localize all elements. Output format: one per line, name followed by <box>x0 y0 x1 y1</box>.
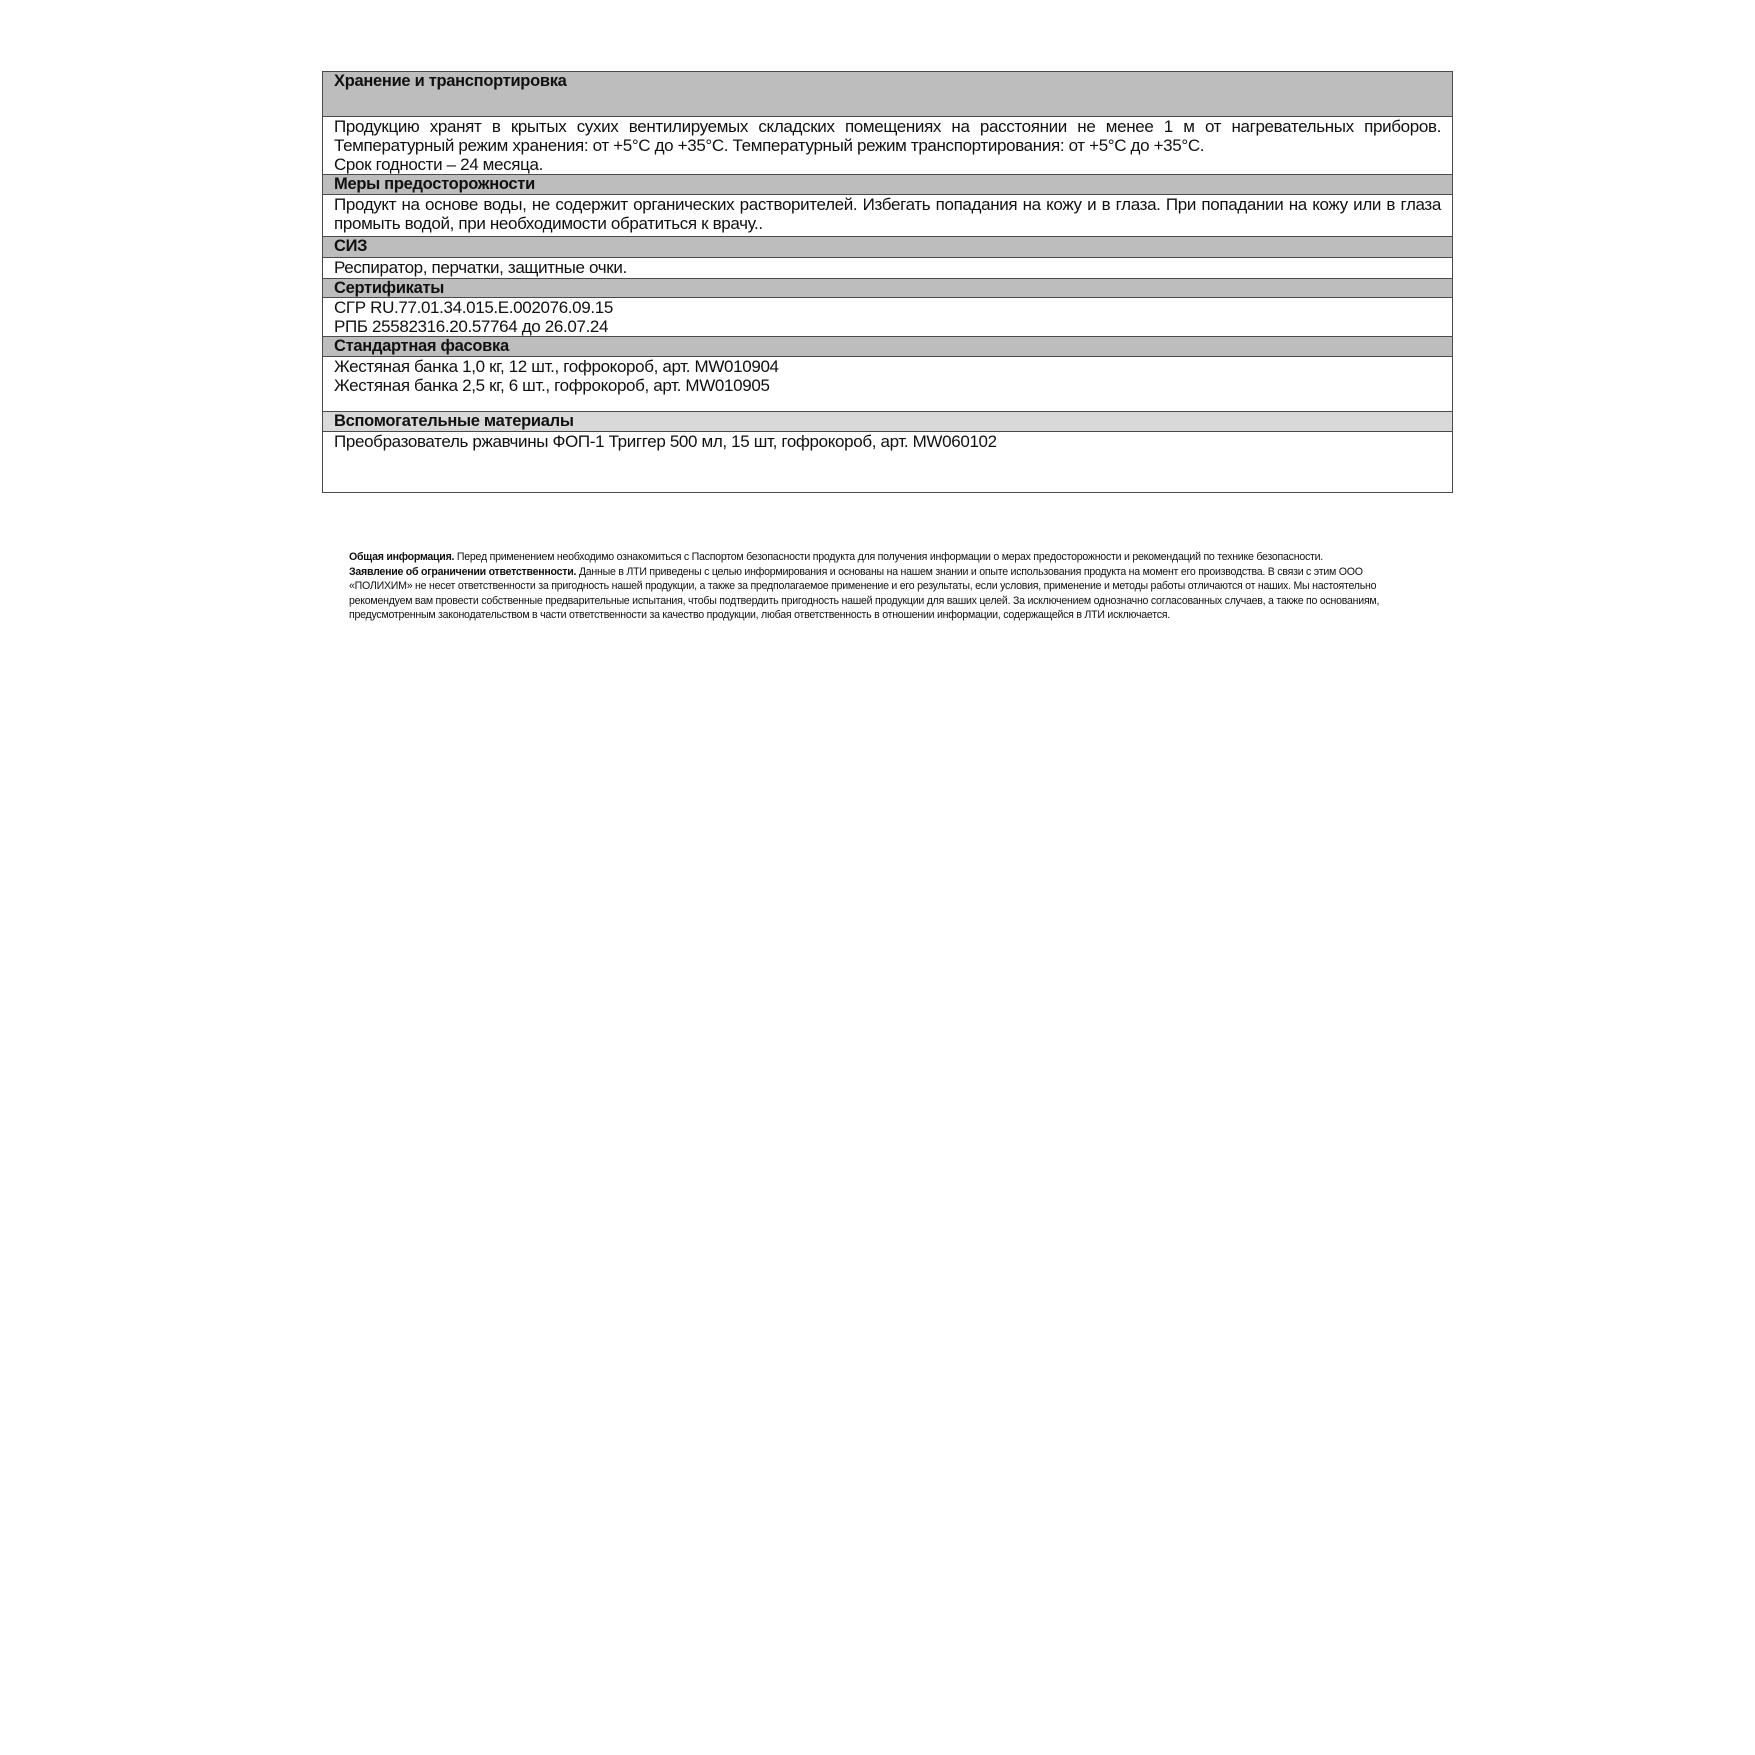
precautions-title: Меры предосторожности <box>334 175 535 193</box>
auxiliary-header <box>323 412 1452 432</box>
ppe-header <box>323 237 1452 258</box>
disclaimer-paragraph <box>349 565 1409 623</box>
general-info-label: Общая информация. <box>349 551 455 563</box>
product-info-table <box>322 71 1453 493</box>
general-info-paragraph <box>349 550 1409 565</box>
ppe-title: СИЗ <box>334 237 368 255</box>
packaging-item: Жестяная банка 1,0 кг, 12 шт., гофрокороб, арт. MW010904 <box>334 357 779 376</box>
precautions-body <box>323 195 1452 237</box>
storage-text: Продукцию хранят в крытых сухих вентилируемых складских помещениях на расстоянии не менее 1 м от нагревательных приборов. Температурный режим хранения: от +5°С до +35°С. Температурный режим транспортирования: от +5°С до +35°С. <box>334 117 1441 155</box>
shelf-life-text: Срок годности – 24 месяца. <box>334 155 543 174</box>
ppe-text: Респиратор, перчатки, защитные очки. <box>334 258 627 277</box>
packaging-header <box>323 337 1452 357</box>
certificate-item: СГР RU.77.01.34.015.E.002076.09.15 <box>334 298 613 317</box>
disclaimer-footer <box>349 550 1409 623</box>
packaging-title: Стандартная фасовка <box>334 337 509 355</box>
certificates-body <box>323 298 1452 337</box>
certificates-title: Сертификаты <box>334 279 445 297</box>
storage-header <box>323 72 1452 117</box>
storage-body <box>323 117 1452 175</box>
certificate-item: РПБ 25582316.20.57764 до 26.07.24 <box>334 317 609 336</box>
auxiliary-item: Преобразователь ржавчины ФОП-1 Триггер 500 мл, 15 шт, гофрокороб, арт. MW060102 <box>334 432 997 451</box>
packaging-body <box>323 357 1452 412</box>
packaging-item: Жестяная банка 2,5 кг, 6 шт., гофрокороб, арт. MW010905 <box>334 376 770 395</box>
disclaimer-label: Заявление об ограничении ответственности. <box>349 565 577 578</box>
storage-title: Хранение и транспортировка <box>334 72 567 90</box>
auxiliary-body <box>323 432 1452 492</box>
certificates-header <box>323 279 1452 298</box>
precautions-text: Продукт на основе воды, не содержит органических растворителей. Избегать попадания на кожу и в глаза. При попадании на кожу или в глаза промыть водой, при необходимости обратиться к врачу.. <box>334 195 1441 233</box>
precautions-header <box>323 175 1452 195</box>
general-info-text: Перед применением необходимо ознакомиться с Паспортом безопасности продукта для получения информации о мерах предосторожности и рекомендаций по технике безопасности. <box>454 551 1323 563</box>
ppe-body <box>323 258 1452 279</box>
auxiliary-title: Вспомогательные материалы <box>334 412 574 430</box>
disclaimer-text: Данные в ЛТИ приведены с целью информирования и основаны на нашем знании и опыте использования продукта на момент его производства. В связи с этим ООО «ПОЛИХИМ» не несет ответственности за пригодность нашей продукции, а также за предполагаемое применение и его результаты, если условия, применение и методы работы отличаются от наших. Мы настоятельно рекомендуем вам провести собственные предварительные испытания, чтобы подтвердить пригодность нашей продукции для ваших целей. За исключением однозначно согласованных случаев, а также по основаниям, предусмотренным законодательством в части ответственности за качество продукции, любая ответственность в отношении информации, содержащейся в ЛТИ исключается. <box>349 565 1380 621</box>
